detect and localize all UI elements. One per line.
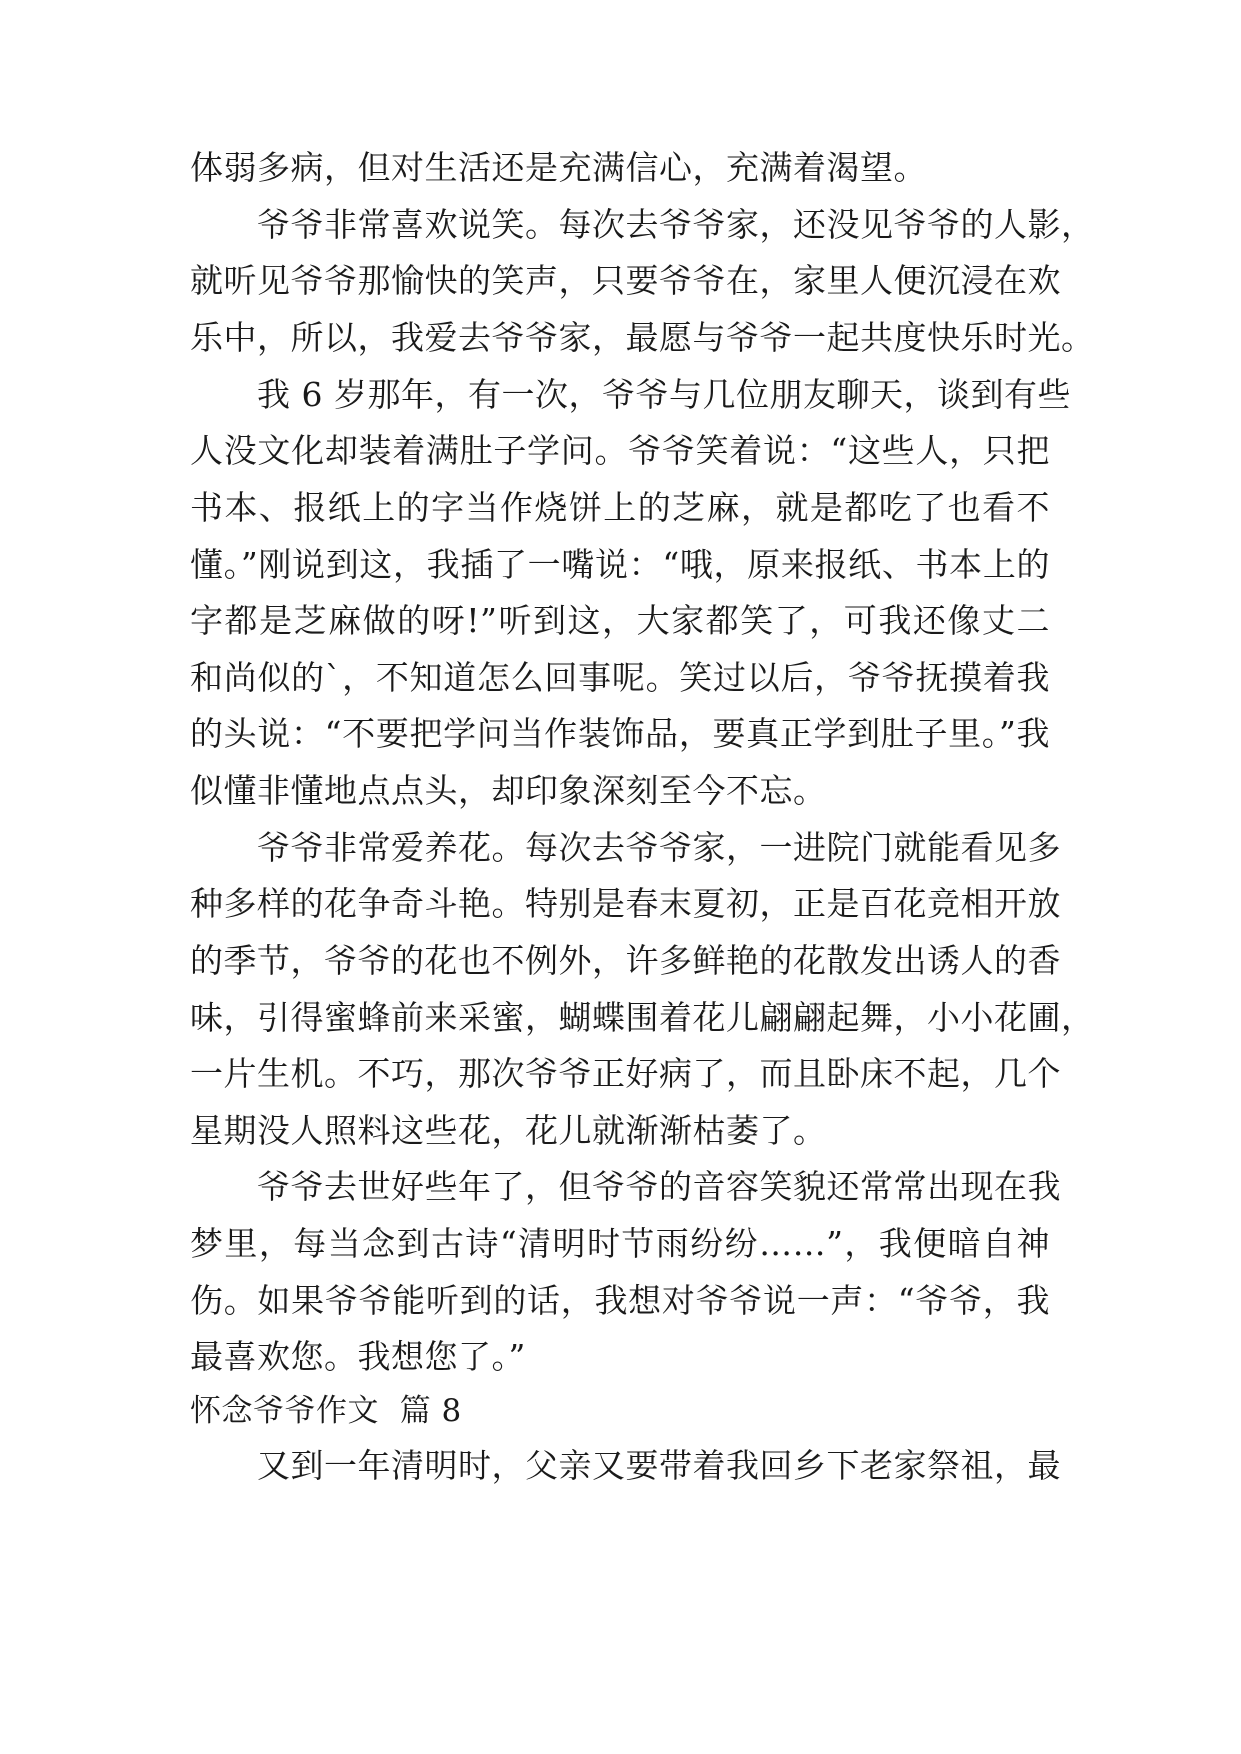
section-heading: 怀念爷爷作文 篇 8	[190, 1393, 462, 1429]
paragraph-first-line: 我 6 岁那年，有一次，爷爷与几位朋友聊天，谈到有些	[257, 375, 1071, 414]
paragraph-line: 字都是芝麻做的呀!”听到这，大家都笑了，可我还像丈二	[190, 601, 1050, 640]
paragraph-line: 一片生机。不巧，那次爷爷正好病了，而且卧床不起，几个	[190, 1054, 1061, 1093]
paragraph-line: 人没文化却装着满肚子学问。爷爷笑着说：“这些人，只把	[190, 431, 1050, 470]
paragraph-first-line: 爷爷非常喜欢说笑。每次去爷爷家，还没见爷爷的人影，	[257, 205, 1095, 244]
paragraph-line: 伤。如果爷爷能听到的话，我想对爷爷说一声：“爷爷，我	[190, 1281, 1050, 1320]
paragraph-line: 似懂非懂地点点头，却印象深刻至今不忘。	[190, 771, 827, 810]
paragraph-first-line: 又到一年清明时，父亲又要带着我回乡下老家祭祖，最	[257, 1446, 1061, 1485]
paragraph-line: 和尚似的`，不知道怎么回事呢。笑过以后，爷爷抚摸着我	[190, 658, 1050, 697]
paragraph-line: 最喜欢您。我想您了。”	[190, 1337, 526, 1376]
paragraph-first-line: 爷爷去世好些年了，但爷爷的音容笑貌还常常出现在我	[257, 1167, 1061, 1206]
paragraph-line: 书本、报纸上的字当作烧饼上的芝麻，就是都吃了也看不	[190, 488, 1050, 527]
paragraph-line: 懂。”刚说到这，我插了一嘴说：“哦，原来报纸、书本上的	[190, 545, 1050, 584]
paragraph-line: 味，引得蜜蜂前来采蜜，蝴蝶围着花儿翩翩起舞，小小花圃，	[190, 998, 1095, 1037]
paragraph-line: 的头说：“不要把学问当作装饰品，要真正学到肚子里。”我	[190, 714, 1050, 753]
paragraph-line: 就听见爷爷那愉快的笑声，只要爷爷在，家里人便沉浸在欢	[190, 261, 1061, 300]
paragraph-line: 乐中，所以，我爱去爷爷家，最愿与爷爷一起共度快乐时光。	[190, 318, 1095, 357]
paragraph-line: 的季节，爷爷的花也不例外，许多鲜艳的花散发出诱人的香	[190, 941, 1061, 980]
paragraph-line: 种多样的花争奇斗艳。特别是春末夏初，正是百花竞相开放	[190, 884, 1061, 923]
paragraph-line: 梦里，每当念到古诗“清明时节雨纷纷……”，我便暗自神	[190, 1224, 1050, 1263]
paragraph-first-line: 爷爷非常爱养花。每次去爷爷家，一进院门就能看见多	[257, 828, 1061, 867]
paragraph-line: 星期没人照料这些花，花儿就渐渐枯萎了。	[190, 1111, 827, 1150]
paragraph-line: 体弱多病，但对生活还是充满信心，充满着渴望。	[190, 148, 927, 187]
